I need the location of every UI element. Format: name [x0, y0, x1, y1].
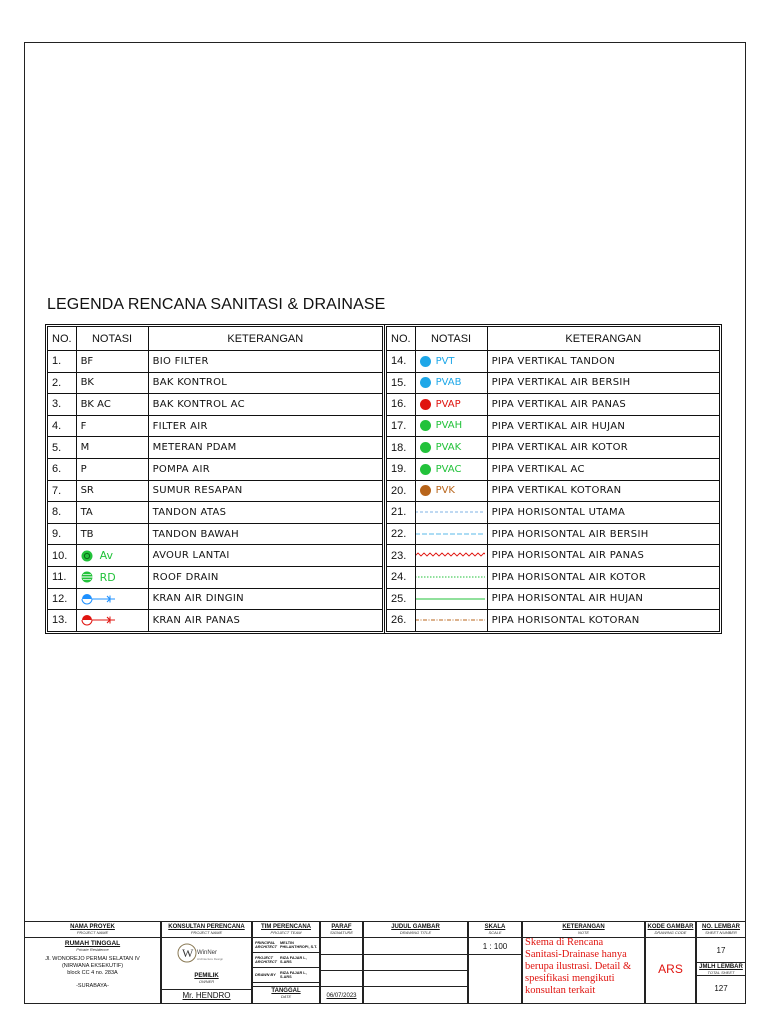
hot-faucet-icon: [81, 614, 117, 626]
legend-row: [387, 610, 720, 632]
drawing-title-subheader: DRAWING TITLE: [399, 930, 432, 935]
legend-row-number: 20.: [387, 480, 416, 502]
legend-row-description: TANDON ATAS: [148, 502, 382, 524]
legend-row-description: POMPA AIR: [148, 458, 382, 480]
notation-label: PVAB: [435, 377, 462, 389]
pipe-dot-icon: [420, 485, 431, 496]
team-member: RIZA FAJAR L, S.ARS: [280, 971, 307, 979]
legend-row-description: PIPA HORISONTAL AIR KOTOR: [487, 566, 719, 588]
drawing-date: 06/07/2023: [326, 993, 357, 999]
legend-table-right: [386, 326, 720, 632]
legend-row-notation: [415, 372, 487, 394]
header-notasi: NOTASI: [76, 327, 148, 351]
legend-row-number: 1.: [48, 351, 77, 373]
project-name-header: NAMA PROYEK: [70, 924, 115, 930]
legend-row-description: PIPA VERTIKAL AC: [487, 458, 719, 480]
legend-row-number: 3.: [48, 394, 77, 416]
notation-label: PVAC: [435, 463, 462, 475]
sheet-number-subheader: SHEET NUMBER: [705, 930, 737, 935]
legend-row-description: PIPA HORISONTAL UTAMA: [487, 502, 719, 524]
header-no: NO.: [387, 327, 416, 351]
total-sheet-subheader: TOTAL SHEET: [707, 970, 735, 975]
header-no: NO.: [48, 327, 77, 351]
legend-row: [48, 480, 383, 502]
date-sublabel: DATE: [280, 994, 292, 999]
legend-row-description: BAK KONTROL AC: [148, 394, 382, 416]
legend-row: [387, 502, 720, 524]
legend-row-number: 18.: [387, 437, 416, 459]
legend-row-notation: [415, 351, 487, 373]
legend-row: [48, 502, 383, 524]
roof-drain-icon: [81, 571, 95, 583]
date-label: TANGGAL: [271, 988, 301, 994]
pipe-dot-icon: [420, 464, 431, 475]
legend-row: [48, 437, 383, 459]
legend-row: [387, 394, 720, 416]
legend-row: [48, 545, 383, 567]
legend-row: [48, 458, 383, 480]
notation-label: PVT: [435, 355, 455, 367]
signature-cell: [320, 921, 363, 1004]
legend-row-notation: [415, 523, 487, 545]
team-member: MELTIN PHILANTHROPI, S.T.: [280, 941, 318, 949]
legend-row-number: 6.: [48, 458, 77, 480]
legend-header-row: [48, 327, 383, 351]
legend-title: LEGENDA RENCANA SANITASI & DRAINASE: [47, 296, 386, 313]
legend-row-notation: [76, 610, 148, 632]
legend-row: [387, 415, 720, 437]
legend-row-description: PIPA HORISONTAL AIR HUJAN: [487, 588, 719, 610]
sheet-number-header: NO. LEMBAR: [702, 924, 740, 930]
team-role-row: [253, 968, 319, 983]
team-role: PRINCIPAL ARCHITECT: [255, 941, 277, 949]
pipe-dot-icon: [420, 377, 431, 388]
drawing-code-cell: [645, 921, 696, 1004]
note-header: KETERANGAN: [562, 924, 605, 930]
legend-row-number: 19.: [387, 458, 416, 480]
scale-header: SKALA: [484, 924, 506, 930]
legend-row: [48, 523, 383, 545]
pipe-dot-icon: [420, 356, 431, 367]
legend-row-notation: [415, 458, 487, 480]
project-title: RUMAH TINGGAL: [64, 940, 121, 947]
legend-row-notation: TA: [76, 502, 148, 524]
legend-row-description: METERAN PDAM: [148, 437, 382, 459]
project-name-cell: [24, 921, 161, 1004]
legend-row-description: PIPA VERTIKAL AIR HUJAN: [487, 415, 719, 437]
drawing-note: Skema di Rencana Sanitasi-Drainase hanya berupa ilustrasi. Detail & spesifikasi mengikuti konsultan terkait: [525, 937, 632, 996]
legend-row: [387, 523, 720, 545]
legend-row-number: 26.: [387, 610, 416, 632]
scale-cell: [468, 921, 522, 1004]
pipe-dashed-line-icon: [415, 507, 485, 517]
legend-row-number: 11.: [48, 566, 77, 588]
cold-faucet-icon: [81, 593, 117, 605]
pipe-zigzag-line-icon: [415, 551, 485, 561]
legend-row-notation: [415, 566, 487, 588]
legend-row-number: 22.: [387, 523, 416, 545]
legend-row-number: 8.: [48, 502, 77, 524]
legend-row-number: 5.: [48, 437, 77, 459]
legend-row-description: KRAN AIR DINGIN: [148, 588, 382, 610]
notation-label: RD: [99, 570, 116, 584]
legend-row: [387, 437, 720, 459]
floor-drain-icon: [81, 550, 95, 562]
legend-row: [387, 588, 720, 610]
legend-row-number: 7.: [48, 480, 77, 502]
legend-row-notation: BK: [76, 372, 148, 394]
pipe-dot-icon: [420, 442, 431, 453]
project-address-line1: Jl. WONOREJO PERMAI SELATAN IV: [45, 956, 140, 962]
signature-header: PARAF: [331, 924, 352, 930]
legend-header-row: [387, 327, 720, 351]
signature-subheader: SIGNATURE: [329, 930, 354, 935]
header-keterangan: KETERANGAN: [487, 327, 719, 351]
legend-row-notation: M: [76, 437, 148, 459]
legend-row-notation: [76, 588, 148, 610]
legend-row-number: 24.: [387, 566, 416, 588]
legend-row-notation: TB: [76, 523, 148, 545]
scale-subheader: SCALE: [488, 930, 502, 935]
project-city: -SURABAYA-: [76, 983, 109, 989]
legend-row: [387, 351, 720, 373]
legend-row-number: 9.: [48, 523, 77, 545]
team-cell: [252, 921, 320, 1004]
legend-row-notation: SR: [76, 480, 148, 502]
legend-row-number: 14.: [387, 351, 416, 373]
legend-row-description: PIPA HORISONTAL AIR PANAS: [487, 545, 719, 567]
legend-row-number: 13.: [48, 610, 77, 632]
owner-label: PEMILIK: [194, 973, 219, 979]
note-subheader: NOTE: [577, 930, 590, 935]
legend-row-notation: [415, 502, 487, 524]
drawing-code-subheader: DRAWING CODE: [654, 930, 687, 935]
legend-row-description: SUMUR RESAPAN: [148, 480, 382, 502]
legend-row: [48, 415, 383, 437]
consultant-cell: [161, 921, 252, 1004]
svg-text:WinNer: WinNer: [197, 950, 218, 956]
legend-row: [387, 480, 720, 502]
owner-name: Mr. HENDRO: [182, 991, 231, 1000]
legend-row: [48, 351, 383, 373]
legend-row-notation: [415, 437, 487, 459]
legend-row-description: FILTER AIR: [148, 415, 382, 437]
legend-row: [48, 610, 383, 632]
legend-row-number: 10.: [48, 545, 77, 567]
legend-row-number: 25.: [387, 588, 416, 610]
legend-row: [387, 566, 720, 588]
team-header: TIM PERENCANA: [260, 924, 311, 930]
legend-row-number: 23.: [387, 545, 416, 567]
legend-row-notation: [415, 545, 487, 567]
pipe-dash-dot-line-icon: [415, 615, 485, 625]
legend-row: [48, 566, 383, 588]
project-subtitle: Private Residence: [76, 947, 109, 952]
notation-label: PVAP: [435, 398, 461, 410]
drawing-title-cell: [363, 921, 468, 1004]
legend-table-left: [47, 326, 383, 632]
notation-label: PVAH: [435, 420, 463, 432]
legend-row-notation: BK AC: [76, 394, 148, 416]
drawing-code: ARS: [658, 962, 683, 976]
project-address-line2: (NIRWANA EKSEKUTIF): [61, 963, 124, 969]
legend-row-number: 15.: [387, 372, 416, 394]
legend-row: [387, 372, 720, 394]
legend-row-description: BIO FILTER: [148, 351, 382, 373]
team-role: PROJECT ARCHITECT: [255, 956, 277, 964]
legend-row-number: 21.: [387, 502, 416, 524]
drawing-code-header: KODE GAMBAR: [647, 924, 694, 930]
owner-sublabel: OWNER: [198, 979, 215, 984]
consultant-subheader: PROJECT NAME: [190, 930, 223, 935]
header-notasi: NOTASI: [415, 327, 487, 351]
legend-row: [48, 372, 383, 394]
svg-text:Architecture Design: Architecture Design: [197, 957, 224, 961]
legend-row-description: PIPA VERTIKAL KOTORAN: [487, 480, 719, 502]
notation-label: PVAK: [435, 441, 462, 453]
legend-row-notation: BF: [76, 351, 148, 373]
team-role-row: [253, 953, 319, 968]
legend-row-description: BAK KONTROL: [148, 372, 382, 394]
legend-row-notation: [76, 545, 148, 567]
legend-row-notation: [415, 415, 487, 437]
legend-row-notation: F: [76, 415, 148, 437]
legend-row-number: 16.: [387, 394, 416, 416]
team-role: DRAWN BY: [255, 973, 276, 977]
svg-text:W: W: [182, 946, 194, 960]
sheet-number: 17: [716, 946, 726, 955]
legend-row-description: PIPA HORISONTAL KOTORAN: [487, 610, 719, 632]
legend-row-description: KRAN AIR PANAS: [148, 610, 382, 632]
pipe-dot-icon: [420, 399, 431, 410]
legend-row: [48, 394, 383, 416]
legend-row-description: PIPA HORISONTAL AIR BERSIH: [487, 523, 719, 545]
project-address-line3: block CC 4 no. 283A: [67, 970, 118, 976]
legend-row-number: 17.: [387, 415, 416, 437]
team-role-row: [253, 938, 319, 953]
legend-row-description: ROOF DRAIN: [148, 566, 382, 588]
legend-row-number: 4.: [48, 415, 77, 437]
legend-row-notation: [415, 588, 487, 610]
legend-row-notation: [415, 480, 487, 502]
pipe-solid-line-icon: [415, 594, 485, 604]
project-name-subheader: PROJECT NAME: [76, 930, 109, 935]
legend-row-description: PIPA VERTIKAL AIR KOTOR: [487, 437, 719, 459]
legend-row-notation: [76, 566, 148, 588]
legend-row: [387, 545, 720, 567]
pipe-dotted-line-icon: [415, 572, 485, 582]
consultant-header: KONSULTAN PERENCANA: [168, 924, 245, 930]
legend-row-description: PIPA VERTIKAL AIR PANAS: [487, 394, 719, 416]
pipe-long-dash-line-icon: [415, 529, 485, 539]
legend-row-description: PIPA VERTIKAL TANDON: [487, 351, 719, 373]
legend-row-notation: [415, 394, 487, 416]
team-member: RIZA FAJAR L, S.ARS: [280, 956, 307, 964]
total-sheet-header: JMLH LEMBAR: [699, 964, 743, 970]
consultant-logo: [176, 942, 236, 964]
legend-row-notation: P: [76, 458, 148, 480]
header-keterangan: KETERANGAN: [148, 327, 382, 351]
legend-row-notation: [415, 610, 487, 632]
sheet-number-cell: [696, 921, 746, 1004]
legend-row: [387, 458, 720, 480]
legend-row: [48, 588, 383, 610]
legend-row-description: TANDON BAWAH: [148, 523, 382, 545]
scale-value: 1 : 100: [482, 942, 508, 951]
notation-label: PVK: [435, 485, 455, 497]
legend-row-description: AVOUR LANTAI: [148, 545, 382, 567]
legend-row-number: 12.: [48, 588, 77, 610]
notation-label: Av: [99, 549, 113, 563]
legend-row-number: 2.: [48, 372, 77, 394]
team-subheader: PROJECT TEAM: [270, 930, 302, 935]
legend-row-description: PIPA VERTIKAL AIR BERSIH: [487, 372, 719, 394]
drawing-title-header: JUDUL GAMBAR: [391, 924, 440, 930]
pipe-dot-icon: [420, 420, 431, 431]
total-sheets: 127: [714, 984, 728, 993]
